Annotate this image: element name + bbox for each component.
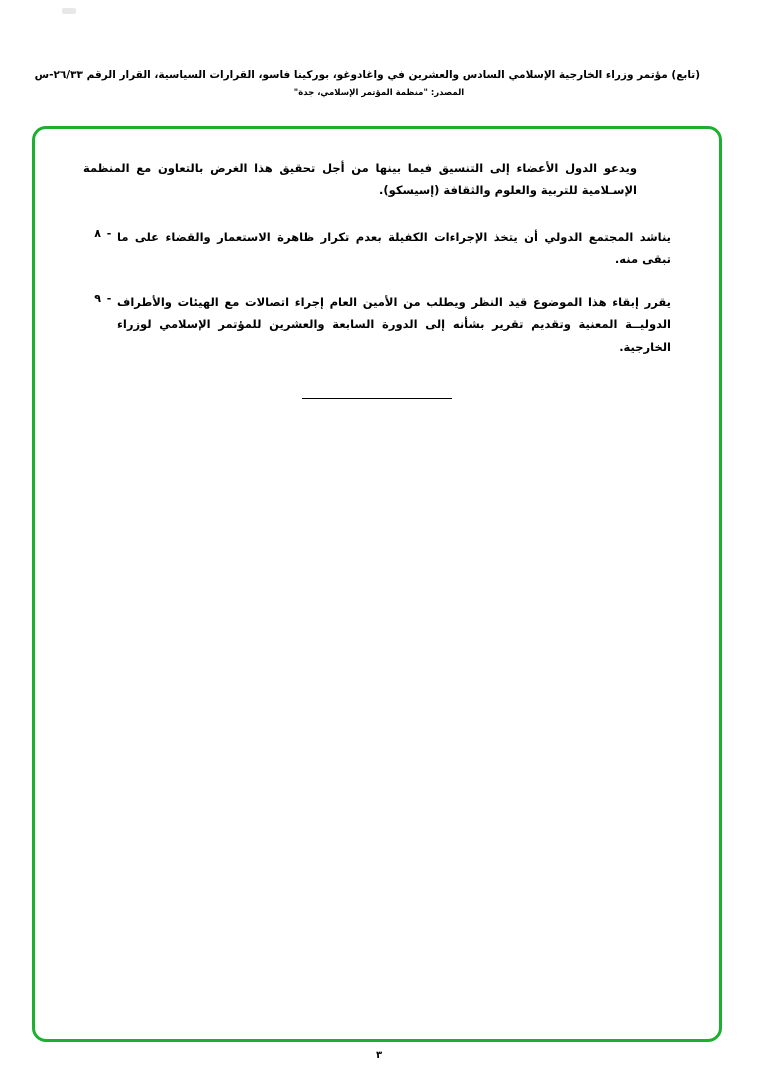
scan-artifact [62,8,76,14]
numbered-item-text [117,291,671,358]
page-header [34,68,700,100]
content-frame [32,126,722,1042]
header-title: (تابع) مؤتمر وزراء الخارجية الإسلامي السادس والعشرين في واغادوغو، بوركينا فاسو، القرارات السياسية، القرار الرقم ٢٦/٣٣-س [34,69,700,81]
numbered-item [83,291,671,358]
numbered-item-text [117,226,671,271]
page-number: ٣ [375,1050,383,1061]
numbered-item-number: ٨ [94,226,101,240]
numbered-item-body: المجتمع الدولي أن يتخذ الإجراءات الكفيلة بعدم تكرار ظاهرة الاستعمار والقضاء على ما تبقى منه. [117,229,671,267]
intro-paragraph: ويدعو الدول الأعضاء إلى التنسيق فيما بينها من أجل تحقيق هذا الغرض بالتعاون مع المنظمة الإسـلامية للتربية والعلوم والثقافة (إسيسكو). [83,161,637,198]
numbered-item-number: ٩ [94,291,101,305]
numbered-item-lead: يناشد [639,229,671,244]
horizontal-rule [302,398,452,399]
numbered-item-body: إبقاء هذا الموضوع قيد النظر ويطلب من الأمين العام إجراء اتصالات مع الهيئات والأطراف الدوليــة المعنية وتقديم تقرير بشأنه إلى الدورة السابعة والعشرين للمؤتمر الإسلامي لوزراء الخارجية. [117,294,671,354]
end-of-section-rule [83,384,671,403]
numbered-item-dash: - [106,226,112,240]
header-source: المصدر: "منظمة المؤتمر الإسلامي، جدة" [293,87,465,98]
document-body [83,157,671,403]
numbered-item-dash: - [106,291,112,305]
numbered-item-lead: يقرر [644,294,671,309]
numbered-item [83,226,671,271]
